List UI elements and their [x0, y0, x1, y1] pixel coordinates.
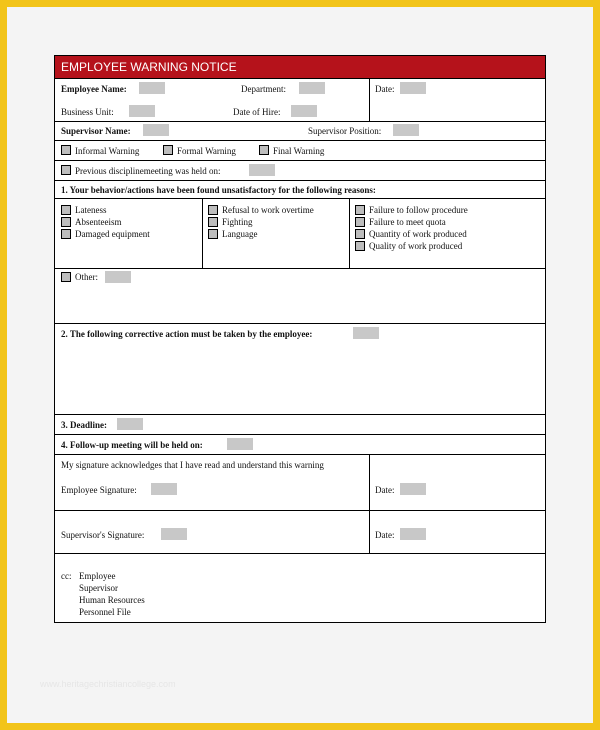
employee-signature-field[interactable]	[151, 483, 177, 495]
warning-notice-form	[54, 55, 546, 623]
supervisor-position-label: Supervisor Position:	[308, 126, 382, 136]
language-checkbox[interactable]	[208, 229, 218, 239]
informal-warning-checkbox[interactable]	[61, 145, 71, 155]
supervisor-position-field[interactable]	[393, 124, 419, 136]
damaged-equipment-label: Damaged equipment	[75, 229, 150, 239]
date-field[interactable]	[400, 82, 426, 94]
form-title: EMPLOYEE WARNING NOTICE	[55, 56, 545, 78]
cc-item: Supervisor	[79, 583, 118, 593]
department-label: Department:	[241, 84, 286, 94]
section-1-heading: 1. Your behavior/actions have been found unsatisfactory for the following reasons:	[61, 185, 376, 195]
date-of-hire-label: Date of Hire:	[233, 107, 281, 117]
final-warning-checkbox[interactable]	[259, 145, 269, 155]
failure-meet-quota-checkbox[interactable]	[355, 217, 365, 227]
date-label: Date:	[375, 84, 395, 94]
formal-warning-checkbox[interactable]	[163, 145, 173, 155]
quality-work-label: Quality of work produced	[369, 241, 463, 251]
other-label: Other:	[75, 272, 98, 282]
employee-name-field[interactable]	[139, 82, 165, 94]
supervisor-date-field[interactable]	[400, 528, 426, 540]
previous-meeting-checkbox[interactable]	[61, 165, 71, 175]
supervisor-date-label: Date:	[375, 530, 395, 540]
employee-signature-label: Employee Signature:	[61, 485, 137, 495]
cc-item: Personnel File	[79, 607, 131, 617]
corrective-action-field[interactable]	[353, 327, 379, 339]
previous-meeting-field[interactable]	[249, 164, 275, 176]
other-checkbox[interactable]	[61, 272, 71, 282]
damaged-equipment-checkbox[interactable]	[61, 229, 71, 239]
section-2-heading: 2. The following corrective action must be taken by the employee:	[61, 329, 313, 339]
formal-warning-label: Formal Warning	[177, 146, 236, 156]
supervisor-signature-label: Supervisor's Signature:	[61, 530, 145, 540]
follow-up-label: 4. Follow-up meeting will be held on:	[61, 440, 203, 450]
business-unit-field[interactable]	[129, 105, 155, 117]
cc-item: Employee	[79, 571, 116, 581]
absenteeism-checkbox[interactable]	[61, 217, 71, 227]
language-label: Language	[222, 229, 258, 239]
lateness-label: Lateness	[75, 205, 107, 215]
final-warning-label: Final Warning	[273, 146, 325, 156]
failure-meet-quota-label: Failure to meet quota	[369, 217, 446, 227]
informal-warning-label: Informal Warning	[75, 146, 140, 156]
employee-date-label: Date:	[375, 485, 395, 495]
business-unit-label: Business Unit:	[61, 107, 114, 117]
previous-meeting-label: Previous disciplinemeeting was held on:	[75, 166, 221, 176]
supervisor-name-field[interactable]	[143, 124, 169, 136]
quality-work-checkbox[interactable]	[355, 241, 365, 251]
deadline-label: 3. Deadline:	[61, 420, 107, 430]
failure-follow-procedure-checkbox[interactable]	[355, 205, 365, 215]
refusal-overtime-checkbox[interactable]	[208, 205, 218, 215]
date-of-hire-field[interactable]	[291, 105, 317, 117]
supervisor-signature-field[interactable]	[161, 528, 187, 540]
absenteeism-label: Absenteeism	[75, 217, 122, 227]
other-field[interactable]	[105, 271, 131, 283]
failure-follow-procedure-label: Failure to follow procedure	[369, 205, 468, 215]
watermark: www.heritagechristiancollege.com	[40, 679, 176, 689]
deadline-field[interactable]	[117, 418, 143, 430]
supervisor-name-label: Supervisor Name:	[61, 126, 131, 136]
fighting-checkbox[interactable]	[208, 217, 218, 227]
refusal-overtime-label: Refusal to work overtime	[222, 205, 314, 215]
cc-label: cc:	[61, 571, 72, 581]
fighting-label: Fighting	[222, 217, 253, 227]
acknowledgement-text: My signature acknowledges that I have read and understand this warning	[61, 460, 324, 470]
cc-item: Human Resources	[79, 595, 145, 605]
quantity-work-checkbox[interactable]	[355, 229, 365, 239]
follow-up-field[interactable]	[227, 438, 253, 450]
lateness-checkbox[interactable]	[61, 205, 71, 215]
department-field[interactable]	[299, 82, 325, 94]
quantity-work-label: Quantity of work produced	[369, 229, 467, 239]
employee-name-label: Employee Name:	[61, 84, 127, 94]
employee-date-field[interactable]	[400, 483, 426, 495]
